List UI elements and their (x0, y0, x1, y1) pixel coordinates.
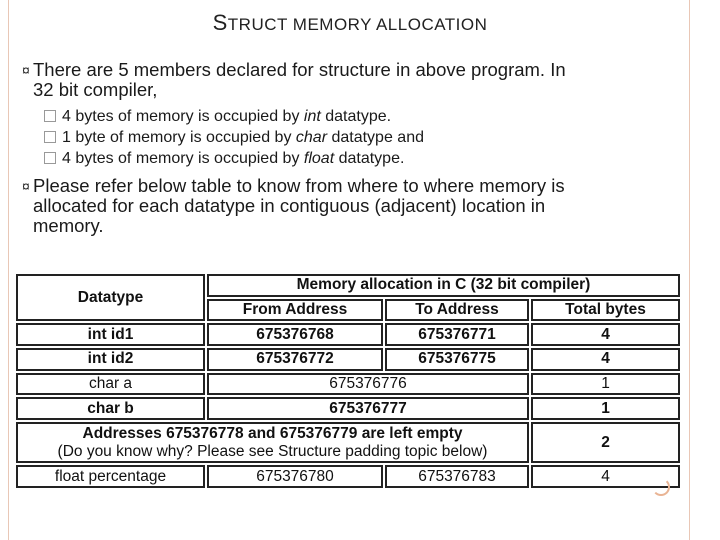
slide-title (0, 10, 700, 36)
table-row (16, 465, 680, 488)
slide-frame-left-line (8, 0, 9, 540)
bullet-1-line-1: There are 5 members declared for structure in above program. In (33, 59, 566, 80)
sub-item-char-pre: 1 byte of memory is occupied by (62, 129, 296, 146)
header-to-address: To Address (385, 299, 529, 322)
bullet-marker: ¤ (22, 178, 30, 194)
cell-datatype: int id1 (16, 323, 205, 346)
cell-to-address: 675376775 (385, 348, 529, 371)
sub-item-float (44, 148, 404, 169)
bullet-marker: ¤ (22, 62, 30, 78)
cell-padding-note (16, 422, 529, 463)
table-row (16, 397, 680, 420)
cell-datatype: char a (16, 373, 205, 396)
checkbox-glyph-icon (44, 110, 56, 122)
sub-item-char-em: char (295, 129, 328, 146)
sub-item-int-em: int (303, 108, 321, 125)
cell-from-address: 675376768 (207, 323, 383, 346)
header-from-address: From Address (207, 299, 383, 322)
header-datatype: Datatype (16, 274, 205, 321)
cell-address: 675376776 (207, 373, 529, 396)
cell-from-address: 675376780 (207, 465, 383, 488)
slide-title-rest: TRUCT MEMORY ALLOCATION (227, 15, 488, 34)
sub-item-int-pre: 4 bytes of memory is occupied by (62, 108, 304, 125)
cell-total-bytes: 2 (531, 422, 680, 463)
slide-frame-right-line (689, 0, 690, 540)
table-row (16, 323, 680, 346)
header-total-bytes: Total bytes (531, 299, 680, 322)
sub-item-int (44, 106, 391, 127)
table-row (16, 373, 680, 396)
sub-item-float-post: datatype. (334, 150, 405, 167)
cell-datatype: float percentage (16, 465, 205, 488)
cell-address: 675376777 (207, 397, 529, 420)
cell-datatype: int id2 (16, 348, 205, 371)
cell-total-bytes: 4 (531, 323, 680, 346)
bullet-2-line-2: allocated for each datatype in contiguous (adjacent) location in (33, 195, 546, 216)
sub-item-char-post: datatype and (327, 129, 424, 146)
cell-total-bytes: 1 (531, 373, 680, 396)
cell-to-address: 675376783 (385, 465, 529, 488)
table-row-padding-note (16, 422, 680, 463)
decorative-arc-icon (652, 478, 670, 496)
cell-to-address: 675376771 (385, 323, 529, 346)
memory-allocation-table (14, 272, 682, 490)
sub-item-int-post: datatype. (320, 108, 392, 125)
cell-datatype: char b (16, 397, 205, 420)
bullet-1-text (33, 60, 673, 100)
padding-note-line-2: (Do you know why? Please see Structure padding topic below) (57, 442, 488, 460)
padding-note-line-1: Addresses 675376778 and 675376779 are left empty (82, 424, 463, 442)
table-header-row (16, 274, 680, 297)
bullet-2-line-1: Please refer below table to know from where to where memory is (33, 175, 565, 196)
cell-total-bytes: 1 (531, 397, 680, 420)
bullet-1-line-2: 32 bit compiler, (33, 79, 158, 100)
cell-total-bytes: 4 (531, 348, 680, 371)
cell-total-bytes: 4 (531, 465, 680, 488)
checkbox-glyph-icon (44, 131, 56, 143)
sub-item-float-em: float (303, 150, 335, 167)
checkbox-glyph-icon (44, 152, 56, 164)
sub-item-float-pre: 4 bytes of memory is occupied by (62, 150, 304, 167)
header-memory-allocation: Memory allocation in C (32 bit compiler) (207, 274, 680, 297)
slide-title-initial: S (212, 10, 228, 35)
bullet-2-line-3: memory. (33, 215, 104, 236)
bullet-2-text (33, 176, 673, 236)
cell-from-address: 675376772 (207, 348, 383, 371)
sub-item-char (44, 127, 424, 148)
table-row (16, 348, 680, 371)
